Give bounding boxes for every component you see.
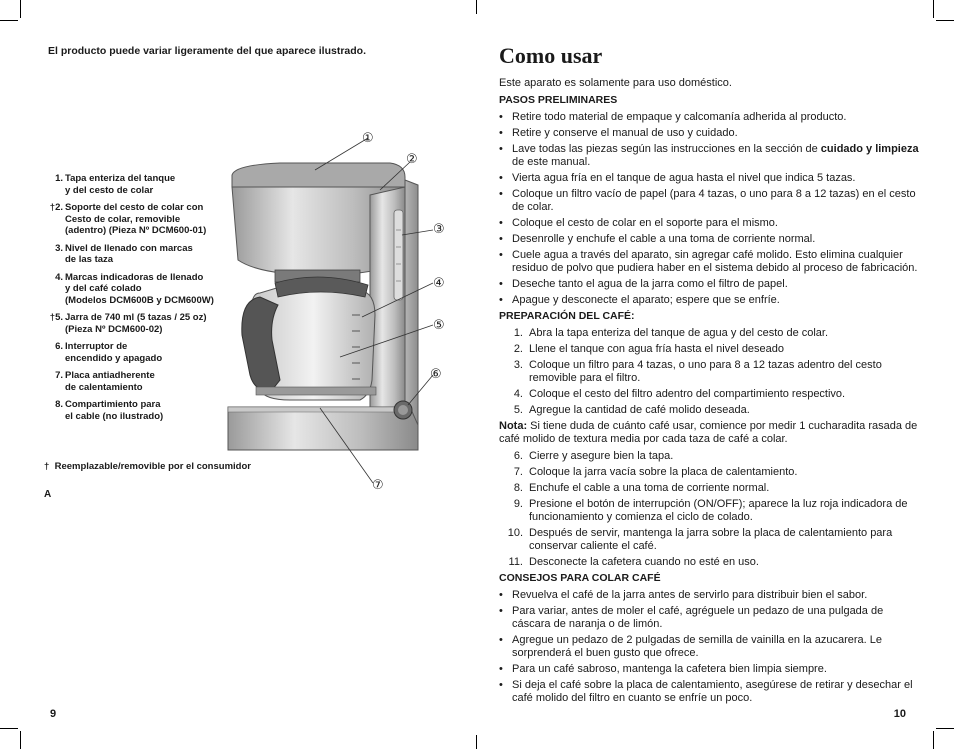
bullet-item bbox=[499, 233, 919, 246]
step-item bbox=[499, 404, 919, 417]
bullet-item bbox=[499, 679, 919, 705]
part-item bbox=[44, 173, 244, 196]
bullet-item bbox=[499, 188, 919, 214]
section-heading-preliminares: PASOS PRELIMINARES bbox=[499, 94, 618, 106]
step-item bbox=[499, 466, 919, 479]
nota-label: Nota: bbox=[499, 420, 528, 432]
bullet-text: Coloque el cesto de colar en el soporte para el mismo. bbox=[512, 217, 778, 229]
part-number bbox=[44, 341, 63, 353]
consejos-list bbox=[499, 589, 919, 705]
part-label-line: Interruptor de bbox=[65, 341, 128, 352]
preparacion-list-b bbox=[499, 450, 919, 569]
callout-1: ① bbox=[362, 131, 374, 146]
callout-5: ⑤ bbox=[433, 318, 445, 333]
instructions bbox=[499, 44, 919, 708]
step-number: 10. bbox=[507, 527, 523, 539]
preliminares-list bbox=[499, 111, 919, 307]
right-page bbox=[477, 0, 954, 749]
bullet-item bbox=[499, 278, 919, 291]
coffee-maker-illustration bbox=[220, 125, 460, 495]
step-item bbox=[499, 450, 919, 463]
bullet-text: Agregue un pedazo de 2 pulgadas de semilla de vainilla en la azucarera. Le sorprenderá el buen gusto que ofrece. bbox=[512, 634, 882, 659]
page-number: 9 bbox=[50, 708, 57, 720]
callout-7: ⑦ bbox=[372, 478, 384, 493]
step-text: Llene el tanque con agua fría hasta el nivel deseado bbox=[529, 343, 785, 355]
step-item bbox=[499, 498, 919, 524]
part-label-line: encendido y apagado bbox=[65, 352, 163, 364]
step-text: Enchufe el cable a una toma de corriente normal. bbox=[529, 482, 770, 494]
disclaimer: El producto puede variar ligeramente del que aparece ilustrado. bbox=[48, 45, 367, 57]
bullet-text: Vierta agua fría en el tanque de agua hasta el nivel que indica 5 tazas. bbox=[512, 172, 856, 184]
part-number bbox=[44, 399, 63, 411]
part-item bbox=[44, 202, 244, 237]
step-number: 7. bbox=[513, 466, 523, 478]
step-number: 5. bbox=[513, 404, 523, 416]
step-number: 8. bbox=[513, 482, 523, 494]
step-text: Después de servir, mantenga la jarra sobre la placa de calentamiento para conservar caliente el café. bbox=[529, 527, 893, 552]
part-label-line: Placa antiadherente bbox=[65, 370, 155, 381]
part-number-text: 7. bbox=[55, 370, 63, 381]
bullet-text: Cuele agua a través del aparato, sin agregar café molido. Esto elimina cualquier residuo de polvo que pudiera haber en el sistema debido al proceso de fabricación. bbox=[512, 249, 918, 274]
part-label-line: (Pieza Nº DCM600-02) bbox=[65, 323, 163, 335]
bullet-text: Retire y conserve el manual de uso y cuidado. bbox=[512, 127, 738, 139]
bullet-item bbox=[499, 294, 919, 307]
step-text: Coloque la jarra vacía sobre la placa de calentamiento. bbox=[529, 466, 798, 478]
page-number: 10 bbox=[893, 708, 906, 720]
part-label-line: de calentamiento bbox=[65, 381, 143, 393]
bullet-item bbox=[499, 143, 919, 169]
callout-3: ③ bbox=[433, 222, 445, 237]
intro-text: Este aparato es solamente para uso doméstico. bbox=[499, 77, 732, 89]
parts-list bbox=[44, 173, 244, 428]
step-text: Coloque el cesto del filtro adentro del compartimiento respectivo. bbox=[529, 388, 846, 400]
callout-4: ④ bbox=[433, 276, 445, 291]
bullet-text-after: de este manual. bbox=[512, 156, 591, 168]
footnote-text: Reemplazable/removible por el consumidor bbox=[54, 461, 251, 472]
bullet-text: Si deja el café sobre la placa de calentamiento, asegúrese de retirar y desechar el café molido del filtro en cuanto se enfríe un poco. bbox=[512, 679, 913, 704]
part-label-line: (adentro) (Pieza Nº DCM600-01) bbox=[65, 225, 207, 236]
part-label-line: Tapa enteriza del tanque bbox=[65, 173, 176, 184]
part-number-text: 6. bbox=[55, 341, 63, 352]
step-item bbox=[499, 343, 919, 356]
bullet-text: Lave todas las piezas según las instrucciones en la sección de bbox=[512, 143, 821, 155]
bullet-text: Revuelva el café de la jarra antes de servirlo para distribuir bien el sabor. bbox=[512, 589, 868, 601]
bullet-item bbox=[499, 172, 919, 185]
part-label-line: y del cesto de colar bbox=[65, 184, 154, 196]
part-number-text: 4. bbox=[55, 271, 63, 283]
part-number bbox=[44, 272, 63, 284]
part-number bbox=[44, 173, 63, 185]
step-text: Presione el botón de interrupción (ON/OFF); aparece la luz roja indicadora de funcionamiento y comienza el ciclo de colado. bbox=[529, 498, 908, 523]
bullet-text: Coloque un filtro vacío de papel (para 4 tazas, o uno para 8 a 12 tazas) en el cesto de colar. bbox=[512, 188, 916, 213]
part-number-text: 8. bbox=[55, 399, 63, 410]
part-number-text: 5. bbox=[55, 312, 63, 323]
part-number-text: 3. bbox=[55, 242, 63, 254]
bullet-item bbox=[499, 127, 919, 140]
part-item bbox=[44, 272, 244, 307]
part-label-line: Compartimiento para bbox=[65, 399, 161, 410]
bullet-item bbox=[499, 589, 919, 602]
nota bbox=[499, 420, 919, 446]
part-number bbox=[44, 370, 63, 382]
part-number bbox=[44, 202, 63, 214]
part-label-line: Jarra de 740 ml (5 tazas / 25 oz) bbox=[65, 312, 207, 323]
dagger-symbol: † bbox=[44, 461, 50, 472]
step-number: 6. bbox=[513, 450, 523, 462]
part-label-line: Cesto de colar, removible bbox=[65, 213, 181, 225]
part-label-line: y del café colado bbox=[65, 283, 142, 294]
part-number-text: 2. bbox=[55, 202, 63, 213]
nota-text: Si tiene duda de cuánto café usar, comience por medir 1 cucharadita rasada de café molido de textura media por cada taza de café a colar. bbox=[499, 420, 918, 445]
callout-2: ② bbox=[406, 152, 418, 167]
step-text: Agregue la cantidad de café molido deseada. bbox=[529, 404, 750, 416]
part-label-line: Nivel de llenado con marcas bbox=[65, 242, 193, 254]
step-item bbox=[499, 388, 919, 401]
step-text: Cierre y asegure bien la tapa. bbox=[529, 450, 674, 462]
step-item bbox=[499, 482, 919, 495]
bullet-text: Apague y desconecte el aparato; espere que se enfríe. bbox=[512, 294, 780, 306]
part-label-line: el cable (no ilustrado) bbox=[65, 410, 164, 422]
step-item bbox=[499, 327, 919, 340]
step-number: 1. bbox=[513, 327, 523, 339]
part-item bbox=[44, 312, 244, 335]
step-item bbox=[499, 527, 919, 553]
bullet-item bbox=[499, 217, 919, 230]
preparacion-list-a bbox=[499, 327, 919, 417]
part-label-line: Marcas indicadoras de llenado bbox=[65, 271, 204, 283]
step-item bbox=[499, 359, 919, 385]
part-item bbox=[44, 399, 244, 422]
bullet-text: Retire todo material de empaque y calcomanía adherida al producto. bbox=[512, 111, 847, 123]
step-text: Coloque un filtro para 4 tazas, o uno para 8 a 12 tazas adentro del cesto removible para el filtro. bbox=[529, 359, 882, 384]
bullet-text: Para un café sabroso, mantenga la cafetera bien limpia siempre. bbox=[512, 663, 827, 675]
bullet-item bbox=[499, 663, 919, 676]
bullet-item bbox=[499, 605, 919, 631]
step-number: 11. bbox=[508, 556, 523, 568]
page-title: Como usar bbox=[499, 43, 603, 68]
part-label-line: Soporte del cesto de colar con bbox=[65, 202, 204, 213]
step-number: 9. bbox=[513, 498, 523, 510]
step-number: 4. bbox=[513, 388, 523, 400]
bullet-bold-text: cuidado y limpieza bbox=[820, 143, 919, 155]
bullet-text: Deseche tanto el agua de la jarra como el filtro de papel. bbox=[512, 278, 788, 290]
dagger-symbol: † bbox=[49, 202, 56, 213]
bullet-text: Desenrolle y enchufe el cable a una toma de corriente normal. bbox=[512, 233, 816, 245]
part-item bbox=[44, 243, 244, 266]
bullet-item bbox=[499, 111, 919, 124]
step-number: 3. bbox=[513, 359, 523, 371]
part-label-line: de las taza bbox=[65, 254, 114, 265]
bullet-item bbox=[499, 249, 919, 275]
section-heading-consejos: CONSEJOS PARA COLAR CAFÉ bbox=[499, 572, 661, 584]
part-label-line: (Modelos DCM600B y DCM600W) bbox=[65, 294, 214, 306]
part-item bbox=[44, 341, 244, 364]
part-number bbox=[44, 312, 63, 324]
step-text: Desconecte la cafetera cuando no esté en uso. bbox=[529, 556, 759, 568]
figure-letter: A bbox=[44, 489, 52, 500]
part-item bbox=[44, 370, 244, 393]
step-item bbox=[499, 556, 919, 569]
bullet-text: Para variar, antes de moler el café, agréguele un pedazo de una pulgada de cáscara de naranja o de limón. bbox=[512, 605, 884, 630]
bullet-item bbox=[499, 634, 919, 660]
step-text: Abra la tapa enteriza del tanque de agua y del cesto de colar. bbox=[529, 327, 829, 339]
callout-6: ⑥ bbox=[430, 367, 442, 382]
part-number bbox=[44, 243, 63, 255]
part-number-text: 1. bbox=[55, 173, 63, 184]
section-heading-preparacion: PREPARACIÓN DEL CAFÉ: bbox=[499, 310, 635, 322]
dagger-symbol: † bbox=[49, 312, 56, 323]
step-number: 2. bbox=[513, 343, 523, 355]
